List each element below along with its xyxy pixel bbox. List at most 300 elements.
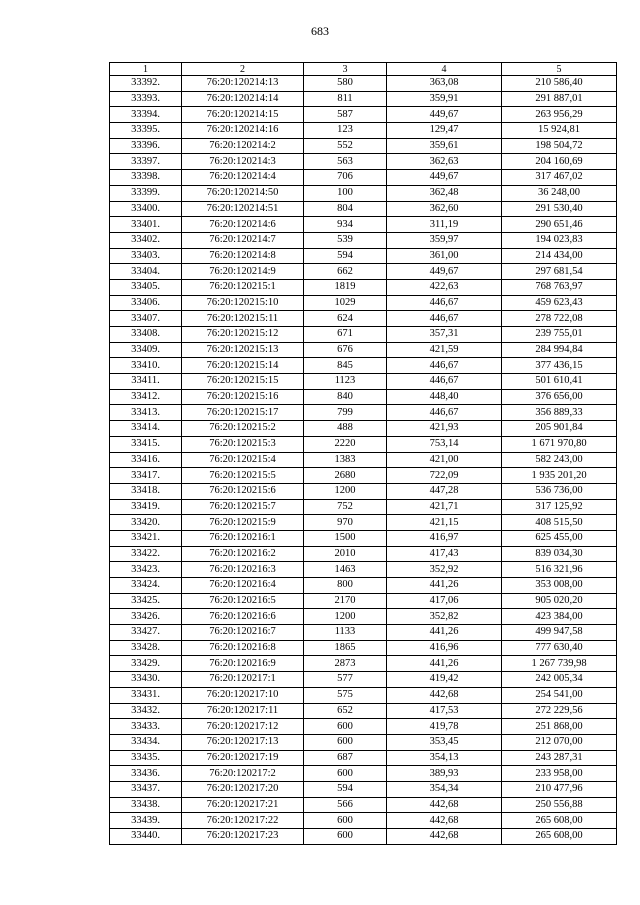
- value-cell: 210 477,96: [502, 781, 617, 797]
- row-number-cell: 33410.: [110, 358, 182, 374]
- table-row: [110, 311, 617, 327]
- rate-cell: 421,93: [387, 421, 502, 437]
- value-cell: 210 586,40: [502, 76, 617, 92]
- table-row: [110, 374, 617, 390]
- row-number-cell: 33420.: [110, 515, 182, 531]
- rate-cell: 442,68: [387, 687, 502, 703]
- rate-cell: 442,68: [387, 797, 502, 813]
- page-number: 683: [311, 24, 329, 38]
- table-body: [110, 76, 617, 845]
- row-number-cell: 33422.: [110, 546, 182, 562]
- row-number-cell: 33403.: [110, 248, 182, 264]
- cadastral-number-cell: 76:20:120214:51: [182, 201, 304, 217]
- value-cell: 768 763,97: [502, 279, 617, 295]
- area-cell: 1029: [304, 295, 387, 311]
- rate-cell: 446,67: [387, 295, 502, 311]
- rate-cell: 361,00: [387, 248, 502, 264]
- area-cell: 1463: [304, 562, 387, 578]
- rate-cell: 419,42: [387, 672, 502, 688]
- table-row: [110, 123, 617, 139]
- cadastral-number-cell: 76:20:120214:9: [182, 264, 304, 280]
- table-row: [110, 154, 617, 170]
- area-cell: 800: [304, 578, 387, 594]
- value-cell: 353 008,00: [502, 578, 617, 594]
- cadastral-number-cell: 76:20:120215:11: [182, 311, 304, 327]
- cadastral-number-cell: 76:20:120215:1: [182, 279, 304, 295]
- row-number-cell: 33435.: [110, 750, 182, 766]
- value-cell: 291 530,40: [502, 201, 617, 217]
- cadastral-number-cell: 76:20:120215:15: [182, 374, 304, 390]
- table-row: [110, 421, 617, 437]
- row-number-cell: 33431.: [110, 687, 182, 703]
- data-table: [109, 62, 617, 845]
- rate-cell: 421,15: [387, 515, 502, 531]
- area-cell: 2170: [304, 593, 387, 609]
- row-number-cell: 33425.: [110, 593, 182, 609]
- table-row: [110, 515, 617, 531]
- row-number-cell: 33395.: [110, 123, 182, 139]
- cadastral-number-cell: 76:20:120217:22: [182, 813, 304, 829]
- value-cell: 272 229,56: [502, 703, 617, 719]
- value-cell: 317 125,92: [502, 499, 617, 515]
- area-cell: 1819: [304, 279, 387, 295]
- row-number-cell: 33438.: [110, 797, 182, 813]
- row-number-cell: 33405.: [110, 279, 182, 295]
- table-row: [110, 201, 617, 217]
- rate-cell: 311,19: [387, 217, 502, 233]
- table-row: [110, 248, 617, 264]
- row-number-cell: 33437.: [110, 781, 182, 797]
- rate-cell: 416,96: [387, 640, 502, 656]
- row-number-cell: 33406.: [110, 295, 182, 311]
- value-cell: 265 608,00: [502, 813, 617, 829]
- cadastral-number-cell: 76:20:120215:10: [182, 295, 304, 311]
- table-row: [110, 452, 617, 468]
- area-cell: 1200: [304, 609, 387, 625]
- area-cell: 539: [304, 232, 387, 248]
- column-header-2: 2: [182, 63, 304, 76]
- cadastral-number-cell: 76:20:120216:5: [182, 593, 304, 609]
- area-cell: 662: [304, 264, 387, 280]
- value-cell: 1 267 739,98: [502, 656, 617, 672]
- cadastral-number-cell: 76:20:120214:4: [182, 170, 304, 186]
- area-cell: 1500: [304, 530, 387, 546]
- cadastral-number-cell: 76:20:120215:2: [182, 421, 304, 437]
- row-number-cell: 33434.: [110, 734, 182, 750]
- rate-cell: 353,45: [387, 734, 502, 750]
- table-row: [110, 91, 617, 107]
- area-cell: 600: [304, 813, 387, 829]
- row-number-cell: 33408.: [110, 327, 182, 343]
- area-cell: 752: [304, 499, 387, 515]
- area-cell: 624: [304, 311, 387, 327]
- rate-cell: 442,68: [387, 829, 502, 845]
- rate-cell: 446,67: [387, 405, 502, 421]
- rate-cell: 354,34: [387, 781, 502, 797]
- cadastral-number-cell: 76:20:120215:16: [182, 389, 304, 405]
- cadastral-number-cell: 76:20:120214:3: [182, 154, 304, 170]
- cadastral-number-cell: 76:20:120215:17: [182, 405, 304, 421]
- value-cell: 499 947,58: [502, 625, 617, 641]
- row-number-cell: 33428.: [110, 640, 182, 656]
- value-cell: 233 958,00: [502, 766, 617, 782]
- area-cell: 2873: [304, 656, 387, 672]
- row-number-cell: 33436.: [110, 766, 182, 782]
- table-row: [110, 295, 617, 311]
- row-number-cell: 33407.: [110, 311, 182, 327]
- rate-cell: 359,97: [387, 232, 502, 248]
- cadastral-number-cell: 76:20:120214:6: [182, 217, 304, 233]
- value-cell: 194 023,83: [502, 232, 617, 248]
- cadastral-number-cell: 76:20:120217:1: [182, 672, 304, 688]
- area-cell: 676: [304, 342, 387, 358]
- rate-cell: 722,09: [387, 468, 502, 484]
- area-cell: 580: [304, 76, 387, 92]
- cadastral-number-cell: 76:20:120214:14: [182, 91, 304, 107]
- value-cell: 582 243,00: [502, 452, 617, 468]
- rate-cell: 129,47: [387, 123, 502, 139]
- area-cell: 804: [304, 201, 387, 217]
- cadastral-number-cell: 76:20:120215:12: [182, 327, 304, 343]
- value-cell: 214 434,00: [502, 248, 617, 264]
- table-row: [110, 107, 617, 123]
- area-cell: 652: [304, 703, 387, 719]
- table-row: [110, 625, 617, 641]
- row-number-cell: 33430.: [110, 672, 182, 688]
- area-cell: 2220: [304, 436, 387, 452]
- cadastral-number-cell: 76:20:120217:11: [182, 703, 304, 719]
- value-cell: 254 541,00: [502, 687, 617, 703]
- row-number-cell: 33439.: [110, 813, 182, 829]
- rate-cell: 362,63: [387, 154, 502, 170]
- row-number-cell: 33394.: [110, 107, 182, 123]
- area-cell: 1123: [304, 374, 387, 390]
- value-cell: 1 671 970,80: [502, 436, 617, 452]
- value-cell: 250 556,88: [502, 797, 617, 813]
- row-number-cell: 33398.: [110, 170, 182, 186]
- rate-cell: 417,53: [387, 703, 502, 719]
- area-cell: 2680: [304, 468, 387, 484]
- value-cell: 15 924,81: [502, 123, 617, 139]
- table-row: [110, 609, 617, 625]
- row-number-cell: 33409.: [110, 342, 182, 358]
- area-cell: 600: [304, 719, 387, 735]
- table-row: [110, 483, 617, 499]
- table-row: [110, 750, 617, 766]
- row-number-cell: 33419.: [110, 499, 182, 515]
- area-cell: 1383: [304, 452, 387, 468]
- rate-cell: 446,67: [387, 358, 502, 374]
- value-cell: 501 610,41: [502, 374, 617, 390]
- area-cell: 594: [304, 248, 387, 264]
- rate-cell: 441,26: [387, 656, 502, 672]
- row-number-cell: 33412.: [110, 389, 182, 405]
- rate-cell: 352,92: [387, 562, 502, 578]
- value-cell: 265 608,00: [502, 829, 617, 845]
- area-cell: 1133: [304, 625, 387, 641]
- cadastral-number-cell: 76:20:120214:8: [182, 248, 304, 264]
- row-number-cell: 33400.: [110, 201, 182, 217]
- table-row: [110, 358, 617, 374]
- cadastral-number-cell: 76:20:120214:15: [182, 107, 304, 123]
- cadastral-number-cell: 76:20:120214:7: [182, 232, 304, 248]
- row-number-cell: 33414.: [110, 421, 182, 437]
- area-cell: 934: [304, 217, 387, 233]
- area-cell: 671: [304, 327, 387, 343]
- value-cell: 317 467,02: [502, 170, 617, 186]
- value-cell: 251 868,00: [502, 719, 617, 735]
- table-row: [110, 562, 617, 578]
- rate-cell: 442,68: [387, 813, 502, 829]
- table-row: [110, 138, 617, 154]
- row-number-cell: 33402.: [110, 232, 182, 248]
- rate-cell: 441,26: [387, 578, 502, 594]
- value-cell: 1 935 201,20: [502, 468, 617, 484]
- rate-cell: 753,14: [387, 436, 502, 452]
- rate-cell: 417,43: [387, 546, 502, 562]
- cadastral-number-cell: 76:20:120215:3: [182, 436, 304, 452]
- row-number-cell: 33415.: [110, 436, 182, 452]
- rate-cell: 363,08: [387, 76, 502, 92]
- area-cell: 600: [304, 734, 387, 750]
- area-cell: 600: [304, 829, 387, 845]
- table-row: [110, 436, 617, 452]
- row-number-cell: 33423.: [110, 562, 182, 578]
- value-cell: 36 248,00: [502, 185, 617, 201]
- row-number-cell: 33404.: [110, 264, 182, 280]
- row-number-cell: 33392.: [110, 76, 182, 92]
- cadastral-number-cell: 76:20:120217:20: [182, 781, 304, 797]
- value-cell: 204 160,69: [502, 154, 617, 170]
- rate-cell: 446,67: [387, 311, 502, 327]
- row-number-cell: 33433.: [110, 719, 182, 735]
- cadastral-number-cell: 76:20:120217:12: [182, 719, 304, 735]
- table-row: [110, 232, 617, 248]
- table-row: [110, 170, 617, 186]
- cadastral-number-cell: 76:20:120214:16: [182, 123, 304, 139]
- area-cell: 563: [304, 154, 387, 170]
- table-row: [110, 546, 617, 562]
- table-row: [110, 703, 617, 719]
- value-cell: 290 651,46: [502, 217, 617, 233]
- value-cell: 408 515,50: [502, 515, 617, 531]
- row-number-cell: 33421.: [110, 530, 182, 546]
- column-header-3: 3: [304, 63, 387, 76]
- rate-cell: 422,63: [387, 279, 502, 295]
- value-cell: 205 901,84: [502, 421, 617, 437]
- area-cell: 552: [304, 138, 387, 154]
- area-cell: 587: [304, 107, 387, 123]
- area-cell: 811: [304, 91, 387, 107]
- table-row: [110, 389, 617, 405]
- value-cell: 291 887,01: [502, 91, 617, 107]
- column-header-4: 4: [387, 63, 502, 76]
- table-row: [110, 829, 617, 845]
- row-number-cell: 33413.: [110, 405, 182, 421]
- area-cell: 970: [304, 515, 387, 531]
- table-row: [110, 766, 617, 782]
- table-row: [110, 593, 617, 609]
- table-row: [110, 185, 617, 201]
- cadastral-number-cell: 76:20:120214:50: [182, 185, 304, 201]
- table-row: [110, 719, 617, 735]
- value-cell: 536 736,00: [502, 483, 617, 499]
- rate-cell: 448,40: [387, 389, 502, 405]
- cadastral-number-cell: 76:20:120214:13: [182, 76, 304, 92]
- value-cell: 278 722,08: [502, 311, 617, 327]
- row-number-cell: 33416.: [110, 452, 182, 468]
- cadastral-number-cell: 76:20:120216:8: [182, 640, 304, 656]
- cadastral-number-cell: 76:20:120217:23: [182, 829, 304, 845]
- row-number-cell: 33396.: [110, 138, 182, 154]
- rate-cell: 357,31: [387, 327, 502, 343]
- area-cell: 2010: [304, 546, 387, 562]
- table-row: [110, 672, 617, 688]
- column-header-5: 5: [502, 63, 617, 76]
- value-cell: 516 321,96: [502, 562, 617, 578]
- row-number-cell: 33393.: [110, 91, 182, 107]
- table-row: [110, 530, 617, 546]
- row-number-cell: 33411.: [110, 374, 182, 390]
- rate-cell: 421,00: [387, 452, 502, 468]
- area-cell: 123: [304, 123, 387, 139]
- cadastral-number-cell: 76:20:120217:19: [182, 750, 304, 766]
- rate-cell: 417,06: [387, 593, 502, 609]
- rate-cell: 441,26: [387, 625, 502, 641]
- rate-cell: 359,91: [387, 91, 502, 107]
- cadastral-number-cell: 76:20:120216:2: [182, 546, 304, 562]
- row-number-cell: 33426.: [110, 609, 182, 625]
- cadastral-number-cell: 76:20:120217:21: [182, 797, 304, 813]
- area-cell: 600: [304, 766, 387, 782]
- rate-cell: 354,13: [387, 750, 502, 766]
- value-cell: 423 384,00: [502, 609, 617, 625]
- table-row: [110, 279, 617, 295]
- area-cell: 840: [304, 389, 387, 405]
- area-cell: 566: [304, 797, 387, 813]
- cadastral-number-cell: 76:20:120215:13: [182, 342, 304, 358]
- row-number-cell: 33427.: [110, 625, 182, 641]
- value-cell: 459 623,43: [502, 295, 617, 311]
- area-cell: 594: [304, 781, 387, 797]
- rate-cell: 416,97: [387, 530, 502, 546]
- cadastral-number-cell: 76:20:120217:10: [182, 687, 304, 703]
- value-cell: 377 436,15: [502, 358, 617, 374]
- rate-cell: 449,67: [387, 170, 502, 186]
- rate-cell: 389,93: [387, 766, 502, 782]
- rate-cell: 449,67: [387, 107, 502, 123]
- area-cell: 488: [304, 421, 387, 437]
- rate-cell: 446,67: [387, 374, 502, 390]
- value-cell: 212 070,00: [502, 734, 617, 750]
- rate-cell: 352,82: [387, 609, 502, 625]
- column-header-1: 1: [110, 63, 182, 76]
- table-row: [110, 327, 617, 343]
- value-cell: 243 287,31: [502, 750, 617, 766]
- area-cell: 687: [304, 750, 387, 766]
- value-cell: 905 020,20: [502, 593, 617, 609]
- table-row: [110, 797, 617, 813]
- table-row: [110, 578, 617, 594]
- row-number-cell: 33397.: [110, 154, 182, 170]
- table-row: [110, 656, 617, 672]
- row-number-cell: 33429.: [110, 656, 182, 672]
- table-row: [110, 813, 617, 829]
- cadastral-number-cell: 76:20:120216:4: [182, 578, 304, 594]
- area-cell: 100: [304, 185, 387, 201]
- value-cell: 263 956,29: [502, 107, 617, 123]
- table-row: [110, 264, 617, 280]
- row-number-cell: 33418.: [110, 483, 182, 499]
- header-row: [110, 63, 617, 76]
- rate-cell: 447,28: [387, 483, 502, 499]
- area-cell: 575: [304, 687, 387, 703]
- rate-cell: 449,67: [387, 264, 502, 280]
- table-row: [110, 468, 617, 484]
- cadastral-number-cell: 76:20:120217:2: [182, 766, 304, 782]
- area-cell: 845: [304, 358, 387, 374]
- table-row: [110, 734, 617, 750]
- cadastral-number-cell: 76:20:120215:9: [182, 515, 304, 531]
- rate-cell: 419,78: [387, 719, 502, 735]
- value-cell: 297 681,54: [502, 264, 617, 280]
- cadastral-number-cell: 76:20:120216:1: [182, 530, 304, 546]
- cadastral-number-cell: 76:20:120215:7: [182, 499, 304, 515]
- cadastral-number-cell: 76:20:120214:2: [182, 138, 304, 154]
- table-row: [110, 687, 617, 703]
- value-cell: 356 889,33: [502, 405, 617, 421]
- table-row: [110, 342, 617, 358]
- table-row: [110, 781, 617, 797]
- row-number-cell: 33440.: [110, 829, 182, 845]
- cadastral-number-cell: 76:20:120215:5: [182, 468, 304, 484]
- value-cell: 284 994,84: [502, 342, 617, 358]
- rate-cell: 362,60: [387, 201, 502, 217]
- value-cell: 376 656,00: [502, 389, 617, 405]
- rate-cell: 359,61: [387, 138, 502, 154]
- row-number-cell: 33401.: [110, 217, 182, 233]
- row-number-cell: 33399.: [110, 185, 182, 201]
- table-row: [110, 499, 617, 515]
- rate-cell: 421,71: [387, 499, 502, 515]
- rate-cell: 421,59: [387, 342, 502, 358]
- value-cell: 625 455,00: [502, 530, 617, 546]
- value-cell: 239 755,01: [502, 327, 617, 343]
- area-cell: 706: [304, 170, 387, 186]
- rate-cell: 362,48: [387, 185, 502, 201]
- cadastral-number-cell: 76:20:120216:6: [182, 609, 304, 625]
- area-cell: 577: [304, 672, 387, 688]
- cadastral-number-cell: 76:20:120216:9: [182, 656, 304, 672]
- table-header: [110, 63, 617, 76]
- cadastral-number-cell: 76:20:120216:3: [182, 562, 304, 578]
- row-number-cell: 33424.: [110, 578, 182, 594]
- value-cell: 777 630,40: [502, 640, 617, 656]
- table-row: [110, 640, 617, 656]
- value-cell: 242 005,34: [502, 672, 617, 688]
- cadastral-number-cell: 76:20:120216:7: [182, 625, 304, 641]
- area-cell: 799: [304, 405, 387, 421]
- area-cell: 1200: [304, 483, 387, 499]
- value-cell: 198 504,72: [502, 138, 617, 154]
- row-number-cell: 33432.: [110, 703, 182, 719]
- table-row: [110, 217, 617, 233]
- table-row: [110, 405, 617, 421]
- cadastral-number-cell: 76:20:120217:13: [182, 734, 304, 750]
- table-row: [110, 76, 617, 92]
- cadastral-number-cell: 76:20:120215:6: [182, 483, 304, 499]
- area-cell: 1865: [304, 640, 387, 656]
